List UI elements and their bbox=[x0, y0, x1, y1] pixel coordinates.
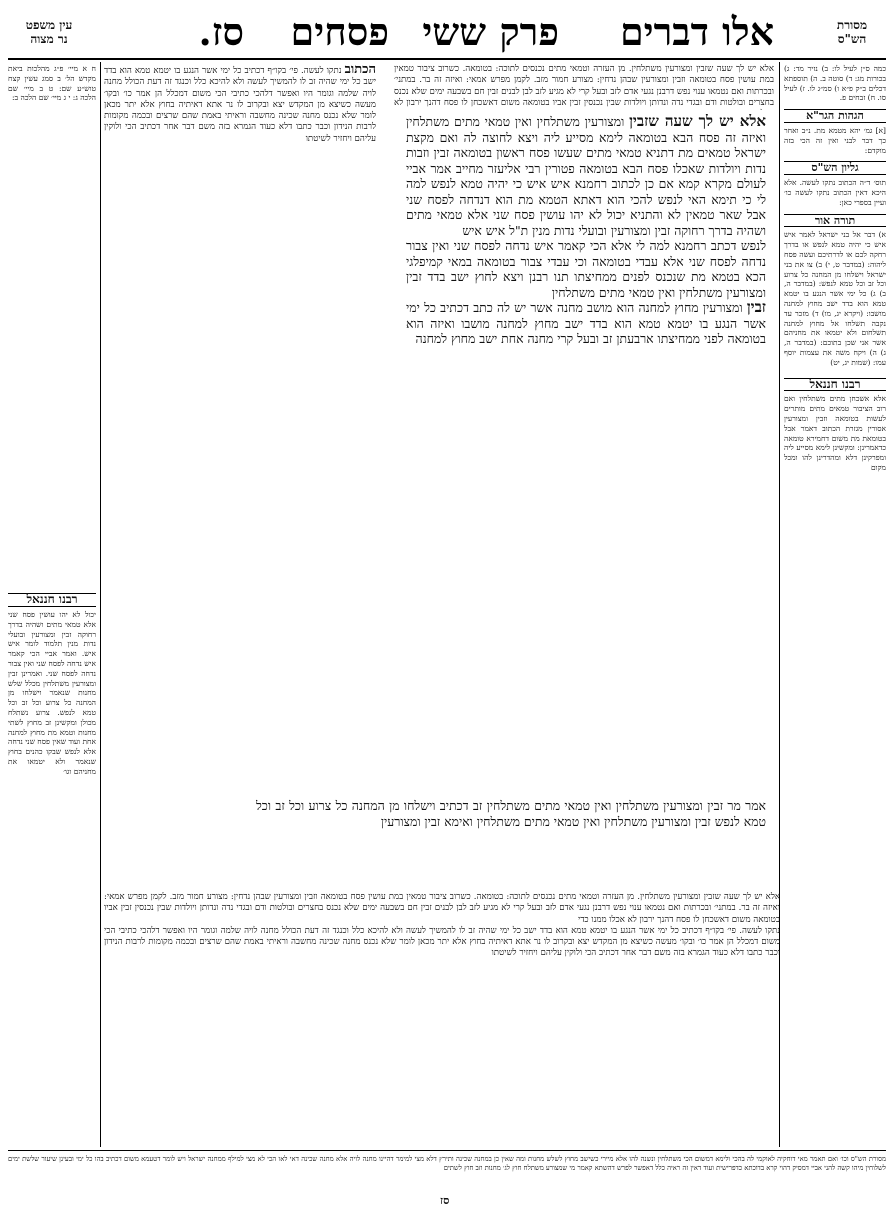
masoret-header-label: מסורת הש"ס bbox=[836, 18, 868, 46]
ein-mishpat-header-label: עין משפט נר מצוה bbox=[25, 18, 73, 46]
gilyon-heading: גליון הש"ס bbox=[784, 161, 886, 175]
footer-rule bbox=[8, 1150, 886, 1151]
header-rule bbox=[8, 58, 886, 60]
tosafot-text: נתקו לעשה. פי׳ בקו״ף דכתיב כל ימי אשר הנגע בו יטמא טמא הוא בדד ישב כל ימי שהיה זב לו להמשיך לעשה ולא להיכא כלל וכנגד זה דעת הכולל מחנה לויה שלמה וגומר היו ואפשר דלהכי כתיבי הכי משום דמכלל הן אמר כו׳ ובקו׳ מעשה כשיצא מן המקדש יצא ובקרוב לו נר אתא דאיתיה בחוץ אלא יתר מכאן לומר שלא נכנס מחנה שכינה מחשבה וראיתי באמת שהם שרצים ובכמה מקומות לרבות הנידון וכבר כתבו דלא כעוד הגמרא בזה משם דבר אחר דכתיב הכי ולוקין עליהם ויחזיר לשיטתו bbox=[104, 66, 376, 144]
hagahot-text: [א] גמ׳ יהא מטמא מת. נ״ב ואחר כך דבר לבני ואין זה הכי בזה מוקדם: bbox=[784, 125, 886, 155]
masoret-text: כמה ס״ן לעיל לו: ב) נזיר מד: ג) בכורות מג: ד) סוטה ב. ה) תוספתא דכלים ב״ק פ״א ו) סמ״ג לו. ז) לעיל סו. ח) זבחים פ. bbox=[784, 64, 886, 103]
tosafot-divider bbox=[100, 62, 101, 1147]
rabbeinu-right-text: אלא אשכחן מתים משתלחין ואם רוב הציבור טמאים מתים מותרים לעשות בטומאה וזבין ומצורעין אסורין מגזרת הכתוב דאמר אבל בטומאת מת משום דחמירא טומאה כדאמרינן: ומקשינן לימא מסייע ליה ומפרקינן דלא ומהדרינן להו ומכל מקום bbox=[784, 394, 886, 472]
gemara-body-2: לנפש דכתב רחמנא למה לי אלא הכי קאמר איש נדחה לפסח שני ואין צבור נדחה לפסח שני אלא עבדי בטומאה וכי עבדי צבור בטומאה במאי קמיפלגי הכא בטמא מת שנכנס לפנים ממחיצתו תנו רבנן ויצא לחוץ ישב בדד זבין ומצורעין משתלחין ואין טמאי מתים משתלחין bbox=[406, 238, 766, 300]
left-margin bbox=[8, 64, 96, 1144]
gemara-body-1: ומצורעין משתלחין ואין טמאי מתים משתלחין ואיזה זה פסח הבא בטומאה לימא מסייע ליה ויצא לחוצה לה ואם מקצת ישראל טמאים מת דתניא טמאי מתים שעשו פסח ראשון בטומאה זבין וזבות נדות ויולדות שאכלו פסח הבא בטומאה פטורין רבי אליעזר מחייב אמר אביי לעולם מקרא קמא אם כן לכתוב רחמנא איש איש כי יהיה טמא לנפש למה לי כי תימא האי לנפש להכי הוא דאתא הטמא מת הוא דנדחה לפסח שני אבל שאר טמאין לא והתניא יכול לא יהו עושין פסח שני אלא טמאי מתים ושהיה בדרך רחוקה זבין ומצורעין ובועלי נדות מנין ת"ל איש איש bbox=[406, 114, 766, 238]
lower-commentary bbox=[104, 892, 780, 1132]
gemara-column-lower bbox=[256, 798, 766, 888]
gemara-body-3: ומצורעין מחוץ למחנה הוא מושב מחנה אשר יש לה כתב דכתיב כל ימי אשר הנגע בו יטמא טמא הוא בדד ישב מחוץ למחנה מושבו ואיזה הוא בטומאה לפני ממחיצתו ארבעתן זב ובעל קרי מחנה אחת ישב מחוץ למחנה bbox=[406, 300, 766, 346]
tractate-name: פסחים bbox=[290, 9, 389, 54]
torah-or-text: א) דבר אל בני ישראל לאמר איש איש כי יהיה טמא לנפש או בדרך רחקה לכם או לדרתיכם ועשה פסח ליהוה: (במדבר ט, י) ב) צו את בני ישראל וישלחו מן המחנה כל צרוע וכל זב וכל טמא לנפש: (במדבר ה, ב) ג) כל ימי אשר הנגע בו יטמא טמא הוא בדד ישב מחוץ למחנה מושבו: (ויקרא יג, מו) ד) מזכר עד נקבה תשלחו אל מחוץ למחנה תשלחום ולא יטמאו את מחניהם אשר אני שכן בתוכם: (במדבר ה, ג) ה) ויקח משה את עצמות יוסף עמו: (שמות יג, יט) bbox=[784, 230, 886, 367]
page-header bbox=[0, 10, 894, 58]
daf-number: סז. bbox=[198, 9, 244, 54]
right-margin bbox=[784, 64, 886, 1144]
gilyon-text: תוס׳ ד״ה הכתוב נתקו לעשה. אלא היכא דאין הכתוב נתקו לעשה כו׳ ועיין בספרי כאן: bbox=[784, 178, 886, 207]
gemara-column bbox=[406, 114, 766, 794]
ein-mishpat-text: ח א מיי׳ פ״ג מהלכות ביאת מקדש הל׳ ב סמג עשין קצח טוש״ע שם: ט ב מיי׳ שם הלכה ג: י ג מיי׳ שם הלכה ב: bbox=[8, 64, 96, 103]
lower-tosafot-text: נתקו לעשה. פי׳ בקו״ף דכתיב כל ימי אשר הנגע בו יטמא טמא הוא בדד ישב כל ימי שהיה זב לו להמשיך לעשה ולא להיכא כלל וכנגד זה דעת הכולל מחנה לויה שלמה וגומר היו ואפשר דלהכי כתיבי הכי משום דמכלל הן אמר כו׳ ובקו׳ מעשה כשיצא מן המקדש יצא ובקרוב לו נר אתא דאיתיה בחוץ אלא יתר מכאן לומר שלא נכנס מחנה שכינה מחשבה וראיתי באמת שהם שרצים ובכמה מקומות לרבות הנידון וכבר כתבו דלא כעוד הגמרא בזה משם דבר אחר דכתיב הכי ולוקין עליהם ויחזיר לשיטתו bbox=[104, 925, 780, 959]
page-number: סז bbox=[440, 1194, 450, 1207]
rashi-column bbox=[394, 64, 774, 110]
gemara-opening-words: אלא יש לך שעה שזבין bbox=[629, 114, 766, 130]
tractate-title: אלו דברים bbox=[619, 9, 774, 54]
rabbeinu-right-heading: רבנו חננאל bbox=[784, 378, 886, 392]
rabbeinu-left-text: יכול לא יהו עושין פסח שני אלא טמאי מתים ושהיה בדרך רחוקה זבין ומצורעין ובועלי נדות מנין תלמוד לומר איש איש. ואמר אביי הכי קאמר איש נדחה לפסח שני ואין צבור נדחה לפסח שני. ואמרינן זבין ומצורעין משתלחין מכלל שלש מחנות שנאמר וישלחו מן המחנה כל צרוע וכל זב וכל טמא לנפש. צרוע נשתלח מכולן ומקשינן זב מחוץ לשתי מחנות וטמא מת מחוץ למחנה אחת ועוד שאין פסח שני נדחה אלא לנפש שבקו כהנים בחוץ שנאמר ולא יטמאו את מחניהם וגו׳ bbox=[8, 609, 96, 776]
rabbeinu-left-heading: רבנו חננאל bbox=[8, 593, 96, 607]
gemara-body-4: אמר מר זבין ומצורעין משתלחין ואין טמאי מתים משתלחין זב דכתיב וישלחו מן המחנה כל צרוע וכל זב וכל טמא לנפש זבין ומצורעין משתלחין ואין טמאי מתים משתלחין ואימא זבין ומצורעין bbox=[256, 798, 766, 829]
chapter-title: פרק ששי bbox=[422, 9, 559, 54]
hagahot-heading: הגהות הגר"א bbox=[784, 109, 886, 123]
rashi-text: אלא יש לך שעה שזבין ומצורעין משתלחין. מן העזרה וטמאי מתים נכנסים לתוכה: בטומאה. כשרוב ציבור טמאין במת עושין פסח בטומאה וזבין ומצורעין שבהן נדחין: מצורע חמור מזב. לקמן מפרש אמאי: ואיזה זה בר. במתני׳ ובכרתות ואם נטמאו ענוי נפש דרבנן נגעי אדם לזב ובעל קרי לא מגיע לזב לבן לבנים זבין חם בשבעה ימים שלא נכנס בחצרים ובולטות ודם ובגדי נדה ונדותן ויולדות שבין נכנסין זבין אביו בטומאה משום דאשכחן לו פסח דהנך ירבון לא bbox=[394, 64, 774, 108]
gemara-section-marker: זבין bbox=[746, 298, 766, 316]
torah-or-heading: תורה אור bbox=[784, 214, 886, 228]
tosafot-lead: הכתוב bbox=[344, 64, 376, 77]
tosafot-column bbox=[104, 64, 376, 794]
lower-rashi-text: אלא יש לך שעה שזבין ומצורעין משתלחין. מן העזרה וטמאי מתים נכנסים לתוכה: בטומאה. כשרוב ציבור טמאין במת עושין פסח בטומאה וזבין ומצורעין שבהן נדחין: מצורע חמור מזב. לקמן מפרש אמאי: ואיזה זה בר. במתני׳ ובכרתות ואם נטמאו ענוי נפש דרבנן נגעי אדם לזב ובעל קרי לא מגיע לזב לבן לבנים זבין חם בשבעה ימים שלא נכנס בחצרים ובולטות ודם ובגדי נדה ונדותן ויולדות שבין נכנסין זבין אביו בטומאה משום דאשכחן לו פסח דהנך ירבון לא אכלו ממנו כדי bbox=[104, 892, 780, 925]
footer-notes: מסורת הש"ס וכו׳ ואם תאמר מאי דוחקיה לאוקמי לה בהכי ולימא דמשום הכי משתלחין ונשנה להו אלא מיירי כשישב מחוץ לשלש מחנות ומה שאין כן במחנה שכינה ותירץ דלא מצי למימר דהיינו מחנה לויה אלא מחנה שכינה דאי לאו הכי לא מצי למילף ממחנה ישראל ויש לומר דטעמא משום דכתיב בהו כל ימי ובעינן שיעור שלשת ימים לשלוחין מיהו קשה להני אביי דמסיק דהוי קרא בדוכתא כדפרישית ועוד דאין זה ראיה כלל דאפשר לפרש דהשתא קאמר מי שמצורע משתלח חוץ לג׳ מחנות וזב חוץ לשתים bbox=[8, 1155, 886, 1172]
